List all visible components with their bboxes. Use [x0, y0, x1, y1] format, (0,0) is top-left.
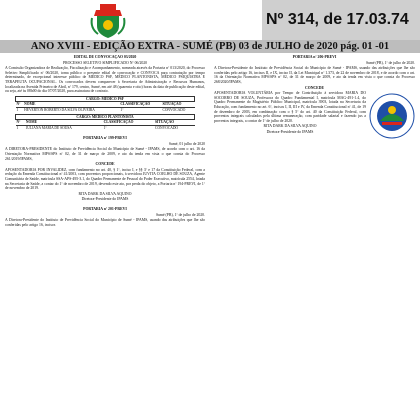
portaria-199-body: APOSENTADORIA POR INVALIDEZ, com fundamento no art. 40, § 1º, inciso I, e §§ 3º e 17 da Constituição Federal, com a redação da Emenda Constitucional nº 41/2003, com proventos proporcionais, à servidora JUVITA COELHO DE SOUZA, Agente Comunitária de Saúde, matrícula SSA-APS-495-3.1, do Quadro Permanente de Pessoal do Poder Executivo, matrícula 2554, lotada na Secretaria de Saúde, a contar do 1º de novembro de 2019, devendo este ato, por perda do objeto, a Portaria nº 194-PREVI, de 1º de novembro de 2019.: [5, 167, 205, 191]
portaria-199-preamble: A DIRETORA-PRESIDENTE do Instituto de Previdência Social do Município de Sumé - IPAMS, de acordo com o art. 16 da Orientação Normativa MPS/SPS nº 02, de 31 de março de 2009, e ato da tenda em vista o que consta do Processo 261/2019/IPAMS,: [5, 147, 205, 161]
concede-heading: CONCEDE: [305, 85, 324, 90]
portaria-199-date: Sumé, 01 julho de 2020: [168, 141, 205, 146]
table-cell: 1º: [103, 125, 107, 130]
portaria-206-heading: PORTARIA nº 206-PREVI: [292, 55, 337, 59]
table-row: [16, 107, 195, 112]
table-header: NOME: [25, 120, 103, 125]
table-header: Nº: [16, 120, 25, 125]
portaria-206-body: APOSENTADORIA VOLUNTÁRIA por Tempo de Contribuição à servidora MARIA DO SOCORRO DE SOUZA, Professora do Quadro Fundamental I, matrícula MAG-491-1.4, do Quadro Permanente do Magistério Público Municipal, matrícula 3903, lotada na Secretaria da Educação, com fundamento no art. 6º, incisos I, II, III e IV, da Emenda Constitucional nº 41, de 19 de dezembro de 2003, em combinação com o § 5º do art. 40 da Constituição Federal, com proventos integrais calculados pela última remuneração, com paridade salarial e fazendo jus a proventos integrais, a contar de 1º de julho de 2020.: [214, 91, 366, 123]
table-medico-psf: [15, 96, 195, 112]
edition-band: ANO XVIII - EDIÇÃO EXTRA - SUMÉ (PB) 03 de JULHO de 2020 pág. 01 -01: [0, 40, 420, 53]
table-header: NOME: [23, 102, 119, 107]
table-cell: 1: [16, 125, 19, 130]
portaria-206-date: Sumé (PB), 1º de julho de 2020.: [365, 60, 415, 65]
municipal-coat-of-arms-icon: [88, 0, 128, 40]
portaria-201-date: Sumé (PB), 1º de julho de 2020.: [155, 212, 205, 217]
signature-role: Diretora-Presidente do IPAMS: [266, 129, 314, 134]
table-header: CLASSIFICAÇÃO: [103, 120, 154, 125]
table-cell: 1: [16, 107, 19, 112]
signature-name: RITA DARK DA SILVA AQUINO: [263, 124, 317, 129]
table-caption: CARGO: MÉDICO PSF: [16, 96, 195, 101]
portaria-201-preamble: A Diretora-Presidente do Instituto de Previdência Social do Município de Sumé - IPAMS, usando das atribuições que lhe são conferidas pelo artigo 16, incisos: [5, 218, 205, 227]
table-header: Nº: [16, 102, 24, 107]
table-header: SITUAÇÃO: [161, 102, 194, 107]
signature-name: RITA DARK DA SILVA AQUINO: [78, 191, 132, 196]
masthead: [0, 0, 420, 40]
table-cell: 1º: [120, 107, 124, 112]
edital-heading: EDITAL DE CONVOCAÇÃO 03/2020: [73, 55, 137, 59]
table-medico-plantonista: [15, 114, 195, 130]
edital-body: A Comissão Organizadora de Realização, Fiscalização e Acompanhamento, nomeada através da Portaria nº 013/2020, do Processo Seletivo Simplificado nº 06/2020, torna público o presente edital de convocação e CONVOCA para contratação por tempo determinado, de excepcional interesse público de MÉDICO PSF, MÉDICO PLANTONISTA, MÉDICO PSIQUIATRA E TERAPEUTA OCUPACIONAL. Os convocados devem comparecer à Secretaria de Administração e Recursos Humanos, localizada na Avenida Primeiro de Abril, nº 179, centro, Sumé, em até 48 (quarenta e oito) horas da data de publicação deste edital, ou seja, até às 08h00 do dia 07/07/2020, para assinatura de contrato.: [5, 66, 205, 94]
table-cell: CONVOCADO: [162, 107, 186, 112]
table-cell: JULIANA MARIA DE SOUSA: [25, 125, 72, 130]
table-cell: CONVOCADO: [155, 125, 179, 130]
portaria-201-heading: PORTARIA nº 201-PREVI: [83, 206, 127, 211]
concede-heading: CONCEDE: [95, 162, 115, 167]
portaria-199-heading: PORTARIA nº 199-PREVI: [83, 136, 127, 141]
issue-number: Nº 314, de 17.03.74: [262, 0, 420, 40]
table-caption: CARGO: MÉDICO PLANTONISTA: [16, 114, 195, 119]
table-header: SITUAÇÃO: [154, 120, 194, 125]
table-row: [16, 125, 195, 130]
table-header: CLASSIFICAÇÃO: [119, 102, 161, 107]
table-cell: HEVERTON ROBERTO DA SILVA OLIVEIRA: [24, 107, 95, 112]
edital-subheading: PROCESSO SELETIVO SIMPLIFICADO Nº 06/2020: [62, 60, 148, 65]
portaria-206-preamble: A Diretora-Presidente do Instituto de Previdência Social do Município de Sumé - IPAMS, usando das atribuições que lhe são conferidas pelo artigo 16, incisos II, e IX, inciso II, da Lei Municipal nº 1.373, de 22 de novembro de 2018, e de acordo com o art. 16 da Orientação Normativa MPS/SPS nº 02, de 31 de março de 2009, e ato da tenda em vista o que consta do Processo 268/2020/IPAMS,: [214, 66, 415, 84]
signature-role: Diretora-Presidente do IPAMS: [81, 197, 129, 202]
left-column: [5, 55, 205, 420]
ipams-seal-icon: [369, 93, 415, 139]
right-column: [214, 55, 415, 420]
